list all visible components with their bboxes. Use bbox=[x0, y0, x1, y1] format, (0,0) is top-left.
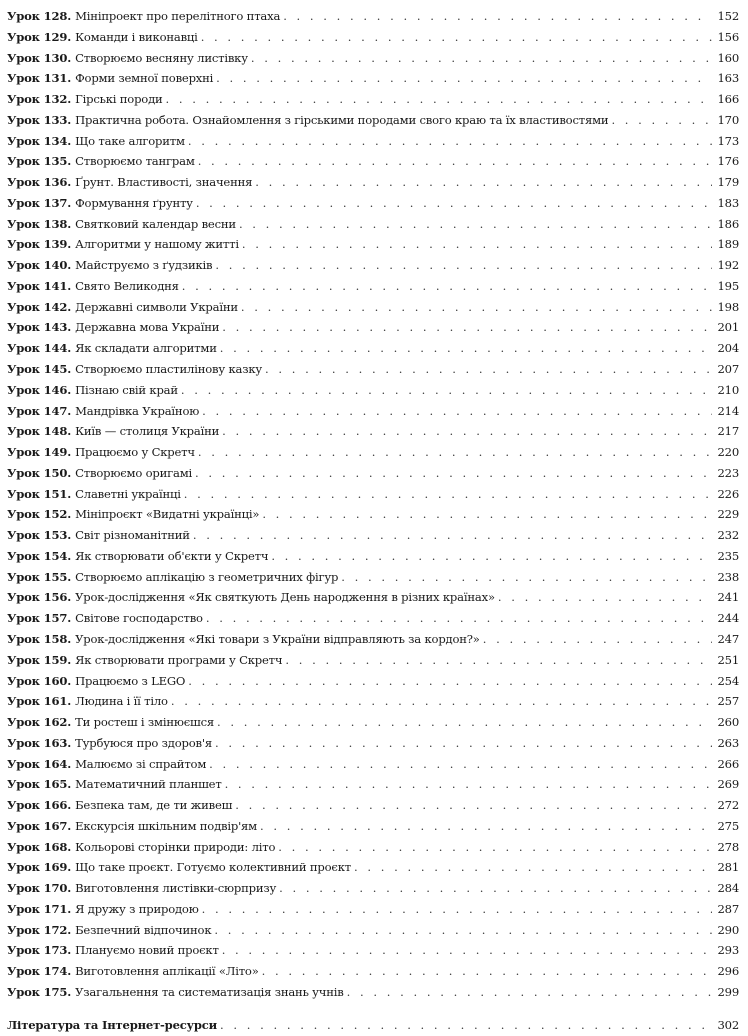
toc-entry bbox=[7, 878, 739, 899]
dot-leader bbox=[239, 214, 712, 235]
lesson-title: Як створювати програми у Скретч bbox=[75, 652, 283, 667]
page-number: 272 bbox=[717, 798, 739, 813]
toc-entry bbox=[7, 214, 739, 235]
toc-entry bbox=[7, 525, 739, 546]
page-number: 241 bbox=[717, 590, 739, 605]
page-number: 235 bbox=[717, 548, 739, 563]
lesson-title: Урок-дослідження «Як святкують День народження в різних країнах» bbox=[75, 590, 495, 605]
dot-leader bbox=[182, 276, 712, 297]
toc-entry bbox=[7, 297, 739, 318]
page-number: 201 bbox=[717, 320, 739, 335]
dot-leader bbox=[251, 48, 712, 69]
dot-leader bbox=[242, 234, 712, 255]
dot-leader bbox=[222, 940, 712, 961]
lesson-number: Урок 142. bbox=[7, 299, 72, 314]
page-number: 269 bbox=[717, 777, 739, 792]
lesson-title: Святковий календар весни bbox=[75, 216, 236, 231]
toc-entry bbox=[7, 837, 739, 858]
lesson-number: Урок 156. bbox=[7, 590, 72, 605]
lesson-number: Урок 134. bbox=[7, 133, 72, 148]
lesson-title: Практична робота. Ознайомлення з гірськими породами свого краю та їх властивостями bbox=[75, 112, 609, 127]
lesson-title: Створюємо аплікацію з геометричних фігур bbox=[75, 569, 339, 584]
page-number: 176 bbox=[717, 154, 739, 169]
section-gap bbox=[7, 1003, 739, 1015]
dot-leader bbox=[278, 837, 712, 858]
page-number: 299 bbox=[717, 984, 739, 999]
dot-leader bbox=[225, 774, 712, 795]
dot-leader bbox=[220, 338, 712, 359]
lesson-number: Урок 150. bbox=[7, 465, 72, 480]
lesson-title: Працюємо з LEGO bbox=[75, 673, 186, 688]
lesson-title: Безпечний відпочинок bbox=[75, 922, 212, 937]
dot-leader bbox=[265, 359, 712, 380]
lesson-title: Що таке проєкт. Готуємо колективний проєкт bbox=[75, 860, 351, 875]
lesson-title: Формування ґрунту bbox=[75, 195, 193, 210]
dot-leader bbox=[498, 587, 712, 608]
toc-entry bbox=[7, 359, 739, 380]
page-number: 296 bbox=[717, 964, 739, 979]
dot-leader bbox=[354, 857, 712, 878]
page-number: 220 bbox=[717, 445, 739, 460]
lesson-title: Створюємо пластилінову казку bbox=[75, 362, 262, 377]
toc-entry bbox=[7, 961, 739, 982]
toc-entry bbox=[7, 110, 739, 131]
lesson-number: Урок 151. bbox=[7, 486, 72, 501]
page-number: 293 bbox=[717, 943, 739, 958]
page-number: 238 bbox=[717, 569, 739, 584]
page-number: 207 bbox=[717, 362, 739, 377]
dot-leader bbox=[262, 504, 712, 525]
dot-leader bbox=[285, 650, 712, 671]
page-number: 263 bbox=[717, 735, 739, 750]
toc-entry bbox=[7, 982, 739, 1003]
dot-leader bbox=[279, 878, 712, 899]
toc-entry bbox=[7, 629, 739, 650]
toc-entry bbox=[7, 338, 739, 359]
dot-leader bbox=[195, 463, 712, 484]
page-number: 257 bbox=[717, 694, 739, 709]
lesson-title: Як створювати об'єкти у Скретч bbox=[75, 548, 269, 563]
dot-leader bbox=[184, 484, 712, 505]
page-number: 275 bbox=[717, 818, 739, 833]
toc-entry bbox=[7, 276, 739, 297]
lesson-title: Узагальнення та систематизація знань учнів bbox=[75, 984, 344, 999]
lesson-number: Урок 170. bbox=[7, 881, 72, 896]
dot-leader bbox=[241, 297, 712, 318]
lesson-number: Урок 131. bbox=[7, 71, 72, 86]
lesson-title: Київ — столиця України bbox=[75, 424, 220, 439]
toc-entry bbox=[7, 940, 739, 961]
dot-leader bbox=[198, 151, 712, 172]
lesson-title: Ґрунт. Властивості, значення bbox=[75, 175, 253, 190]
page-number: 204 bbox=[717, 341, 739, 356]
page-number: 179 bbox=[717, 175, 739, 190]
page-number: 251 bbox=[717, 652, 739, 667]
lesson-number: Урок 161. bbox=[7, 694, 72, 709]
toc-entry bbox=[7, 234, 739, 255]
page-number: 170 bbox=[717, 112, 739, 127]
lesson-number: Урок 130. bbox=[7, 50, 72, 65]
lesson-title: Команди і виконавці bbox=[75, 29, 198, 44]
page-number: 226 bbox=[717, 486, 739, 501]
lesson-number: Урок 139. bbox=[7, 237, 72, 252]
lesson-number: Урок 173. bbox=[7, 943, 72, 958]
page-number: 232 bbox=[717, 528, 739, 543]
toc-entry bbox=[7, 795, 739, 816]
page-number: 160 bbox=[717, 50, 739, 65]
dot-leader bbox=[283, 6, 712, 27]
lesson-title: Алгоритми у нашому житті bbox=[75, 237, 239, 252]
table-of-contents bbox=[7, 6, 739, 1036]
lesson-number: Урок 159. bbox=[7, 652, 72, 667]
toc-entry bbox=[7, 546, 739, 567]
lesson-title: Екскурсія шкільним подвір'ям bbox=[75, 818, 257, 833]
dot-leader bbox=[209, 754, 712, 775]
lesson-title: Людина і її тіло bbox=[75, 694, 168, 709]
lesson-number: Урок 154. bbox=[7, 548, 72, 563]
dot-leader bbox=[202, 401, 712, 422]
toc-entry bbox=[7, 691, 739, 712]
dot-leader bbox=[255, 172, 712, 193]
dot-leader bbox=[171, 691, 712, 712]
lesson-number: Урок 136. bbox=[7, 175, 72, 190]
lesson-number: Урок 145. bbox=[7, 362, 72, 377]
toc-entry bbox=[7, 816, 739, 837]
lesson-title: Я дружу з природою bbox=[75, 901, 199, 916]
page-number: 260 bbox=[717, 715, 739, 730]
lesson-number: Урок 141. bbox=[7, 278, 72, 293]
toc-entry bbox=[7, 193, 739, 214]
lesson-number: Урок 168. bbox=[7, 839, 72, 854]
dot-leader bbox=[271, 546, 712, 567]
page-number: 189 bbox=[717, 237, 739, 252]
lesson-title: Малюємо зі спрайтом bbox=[75, 756, 207, 771]
dot-leader bbox=[214, 920, 712, 941]
dot-leader bbox=[222, 317, 712, 338]
page-number: 244 bbox=[717, 611, 739, 626]
toc-entry bbox=[7, 442, 739, 463]
lesson-number: Урок 144. bbox=[7, 341, 72, 356]
page-number: 183 bbox=[717, 195, 739, 210]
toc-entry bbox=[7, 421, 739, 442]
toc-entry bbox=[7, 27, 739, 48]
toc-entry bbox=[7, 671, 739, 692]
toc-entry-literature bbox=[7, 1015, 739, 1036]
lesson-title: Мініпроєкт «Видатні українці» bbox=[75, 507, 260, 522]
toc-entry bbox=[7, 920, 739, 941]
page-number: 186 bbox=[717, 216, 739, 231]
dot-leader bbox=[220, 1015, 712, 1036]
lesson-number: Урок 167. bbox=[7, 818, 72, 833]
lesson-number: Урок 148. bbox=[7, 424, 72, 439]
dot-leader bbox=[206, 608, 712, 629]
toc-entry bbox=[7, 131, 739, 152]
lesson-title: Що таке алгоритм bbox=[75, 133, 185, 148]
page-number: 223 bbox=[717, 465, 739, 480]
lesson-title: Турбуюся про здоров'я bbox=[75, 735, 212, 750]
page-number: 217 bbox=[717, 424, 739, 439]
toc-entry bbox=[7, 68, 739, 89]
dot-leader bbox=[196, 193, 712, 214]
page-number: 266 bbox=[717, 756, 739, 771]
lesson-number: Урок 155. bbox=[7, 569, 72, 584]
lesson-title: Майструємо з ґудзиків bbox=[75, 258, 213, 273]
lesson-number: Урок 147. bbox=[7, 403, 72, 418]
lesson-title: Створюємо оригамі bbox=[75, 465, 193, 480]
page-number: 156 bbox=[717, 29, 739, 44]
toc-entry bbox=[7, 733, 739, 754]
lesson-number: Урок 138. bbox=[7, 216, 72, 231]
lesson-number: Урок 133. bbox=[7, 112, 72, 127]
toc-entry bbox=[7, 255, 739, 276]
dot-leader bbox=[347, 982, 712, 1003]
dot-leader bbox=[235, 795, 712, 816]
page-number: 278 bbox=[717, 839, 739, 854]
lesson-number: Урок 169. bbox=[7, 860, 72, 875]
toc-entry bbox=[7, 587, 739, 608]
toc-entry bbox=[7, 650, 739, 671]
page-number: 195 bbox=[717, 278, 739, 293]
dot-leader bbox=[188, 131, 712, 152]
lesson-title: Мініпроект про перелітного птаха bbox=[75, 9, 281, 23]
page-number: 287 bbox=[717, 901, 739, 916]
toc-entry bbox=[7, 484, 739, 505]
dot-leader bbox=[216, 68, 712, 89]
lesson-number: Урок 132. bbox=[7, 92, 72, 107]
lesson-title: Безпека там, де ти живеш bbox=[75, 798, 233, 813]
lesson-title: Кольорові сторінки природи: літо bbox=[75, 839, 276, 854]
toc-entry bbox=[7, 899, 739, 920]
toc-entry bbox=[7, 317, 739, 338]
toc-entry bbox=[7, 6, 739, 27]
toc-entry bbox=[7, 172, 739, 193]
lesson-number: Урок 165. bbox=[7, 777, 72, 792]
lesson-title: Математичний планшет bbox=[75, 777, 222, 792]
page-number: 254 bbox=[717, 673, 739, 688]
page-number: 302 bbox=[717, 1017, 739, 1032]
lesson-title: Світ різноманітний bbox=[75, 528, 190, 543]
dot-leader bbox=[341, 567, 712, 588]
toc-entry bbox=[7, 504, 739, 525]
dot-leader bbox=[166, 89, 712, 110]
lesson-number: Урок 143. bbox=[7, 320, 72, 335]
page-number: 198 bbox=[717, 299, 739, 314]
toc-entry bbox=[7, 712, 739, 733]
toc-entry bbox=[7, 774, 739, 795]
lesson-title: Славетні українці bbox=[75, 486, 181, 501]
toc-entry bbox=[7, 608, 739, 629]
lesson-title: Створюємо весняну листівку bbox=[75, 50, 248, 65]
lesson-title: Державна мова України bbox=[75, 320, 220, 335]
lesson-title: Урок-дослідження «Які товари з України відправляють за кордон?» bbox=[75, 631, 480, 646]
page-number: 247 bbox=[717, 631, 739, 646]
page-number: 290 bbox=[717, 922, 739, 937]
toc-entry bbox=[7, 567, 739, 588]
lesson-title: Виготовлення листівки-сюрпризу bbox=[75, 881, 277, 896]
lesson-number: Урок 153. bbox=[7, 528, 72, 543]
dot-leader bbox=[198, 442, 712, 463]
dot-leader bbox=[215, 733, 712, 754]
dot-leader bbox=[217, 712, 712, 733]
lesson-title: Світове господарство bbox=[75, 611, 203, 626]
lesson-number: Урок 163. bbox=[7, 735, 72, 750]
lesson-number: Урок 166. bbox=[7, 798, 72, 813]
lesson-title: Пізнаю свій край bbox=[75, 382, 178, 397]
dot-leader bbox=[215, 255, 712, 276]
lesson-title: Свято Великодня bbox=[75, 278, 179, 293]
lesson-number: Урок 137. bbox=[7, 195, 72, 210]
lesson-number: Урок 158. bbox=[7, 631, 72, 646]
lesson-title: Як складати алгоритми bbox=[75, 341, 217, 356]
lesson-title: Державні символи України bbox=[75, 299, 238, 314]
toc-entry bbox=[7, 151, 739, 172]
lesson-number: Урок 146. bbox=[7, 382, 72, 397]
dot-leader bbox=[483, 629, 712, 650]
dot-leader bbox=[188, 671, 712, 692]
lesson-title: Мандрівка Україною bbox=[75, 403, 200, 418]
dot-leader bbox=[222, 421, 712, 442]
lesson-title: Плануємо новий проєкт bbox=[75, 943, 219, 958]
toc-entry bbox=[7, 754, 739, 775]
lesson-title: Працюємо у Скретч bbox=[75, 445, 195, 460]
page-number: 152 bbox=[717, 9, 739, 23]
lesson-title: Ти ростеш і змінюєшся bbox=[75, 715, 215, 730]
lesson-title: Створюємо танграм bbox=[75, 154, 195, 169]
dot-leader bbox=[260, 816, 712, 837]
page-number: 284 bbox=[717, 881, 739, 896]
toc-entry bbox=[7, 89, 739, 110]
lesson-number: Урок 140. bbox=[7, 258, 72, 273]
page-number: 163 bbox=[717, 71, 739, 86]
toc-entry bbox=[7, 401, 739, 422]
lesson-number: Урок 171. bbox=[7, 901, 72, 916]
lesson-number: Урок 172. bbox=[7, 922, 72, 937]
dot-leader bbox=[611, 110, 712, 131]
lesson-number: Урок 175. bbox=[7, 984, 72, 999]
toc-entry bbox=[7, 857, 739, 878]
dot-leader bbox=[202, 899, 712, 920]
lesson-number: Урок 162. bbox=[7, 715, 72, 730]
lesson-title: Виготовлення аплікації «Літо» bbox=[75, 964, 259, 979]
toc-entry bbox=[7, 463, 739, 484]
dot-leader bbox=[181, 380, 712, 401]
lesson-number: Урок 152. bbox=[7, 507, 72, 522]
page-number: 229 bbox=[717, 507, 739, 522]
lesson-number: Урок 164. bbox=[7, 756, 72, 771]
lesson-number: Урок 128. bbox=[7, 9, 72, 23]
dot-leader bbox=[262, 961, 712, 982]
lesson-title: Форми земної поверхні bbox=[75, 71, 214, 86]
dot-leader bbox=[193, 525, 712, 546]
toc-entry bbox=[7, 380, 739, 401]
page-number: 281 bbox=[717, 860, 739, 875]
page-number: 210 bbox=[717, 382, 739, 397]
lesson-number: Урок 135. bbox=[7, 154, 72, 169]
lesson-number: Урок 157. bbox=[7, 611, 72, 626]
page-number: 192 bbox=[717, 258, 739, 273]
dot-leader bbox=[201, 27, 712, 48]
lesson-number: Урок 174. bbox=[7, 964, 72, 979]
page-number: 173 bbox=[717, 133, 739, 148]
lesson-number: Урок 160. bbox=[7, 673, 72, 688]
lesson-number: Урок 149. bbox=[7, 445, 72, 460]
page-number: 166 bbox=[717, 92, 739, 107]
lesson-title: Гірські породи bbox=[75, 92, 163, 107]
toc-entry bbox=[7, 48, 739, 69]
page-number: 214 bbox=[717, 403, 739, 418]
literature-title: Література та Інтернет-ресурси bbox=[7, 1017, 217, 1032]
lesson-number: Урок 129. bbox=[7, 29, 72, 44]
